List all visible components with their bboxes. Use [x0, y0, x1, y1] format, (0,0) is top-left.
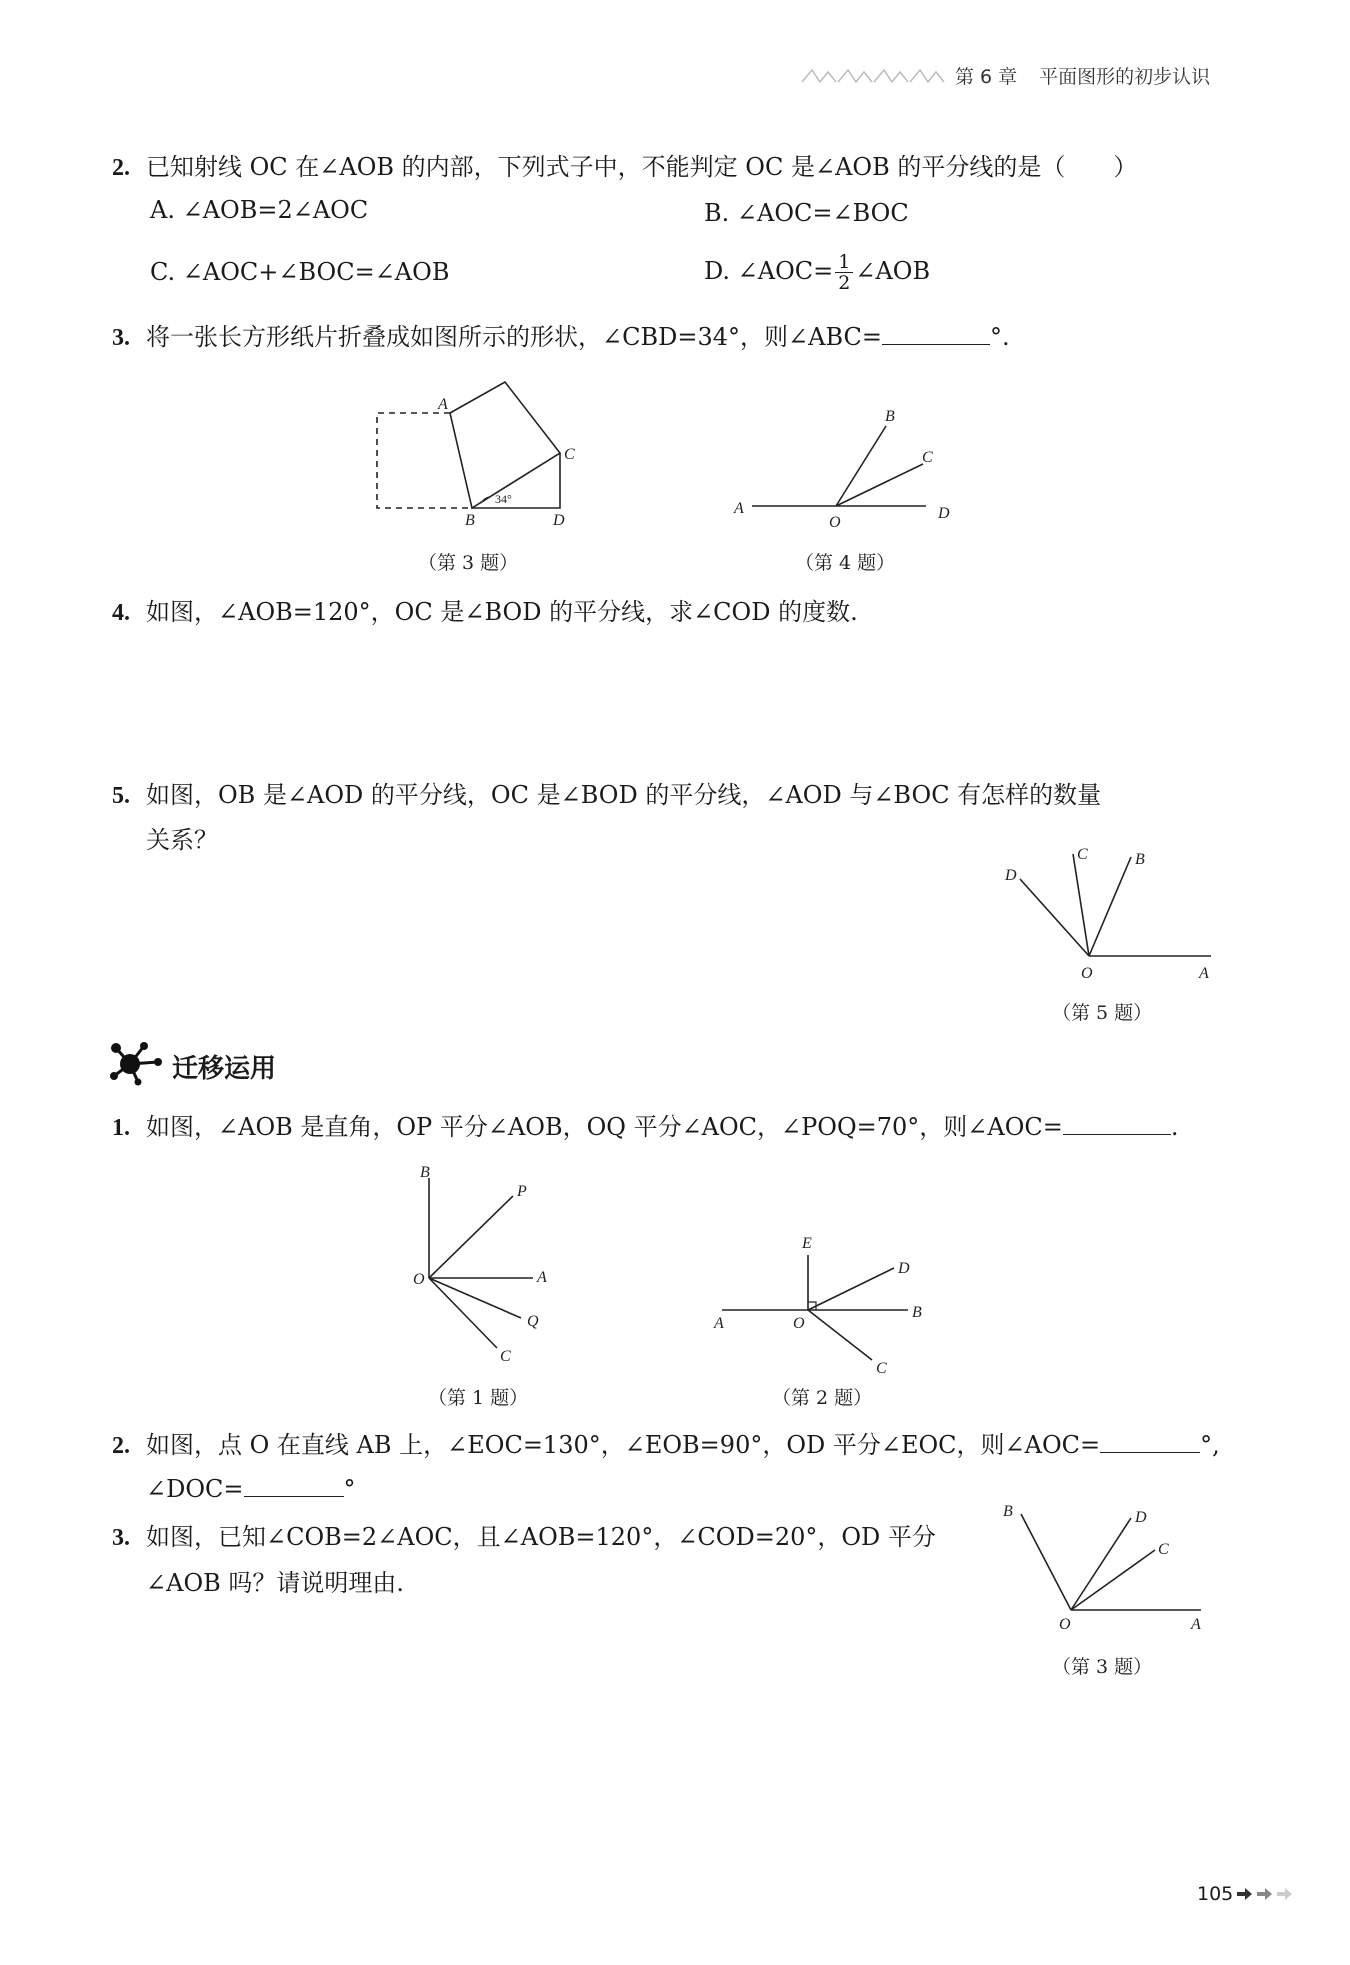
arrow-icon: [1235, 1886, 1297, 1902]
page-number: 105: [1197, 1883, 1234, 1905]
caption-transfer-fig1: （第 1 题）: [428, 1387, 529, 1409]
question-5-line2: 关系？: [146, 826, 218, 854]
svg-text:34°: 34°: [495, 492, 512, 506]
svg-text:A: A: [537, 1269, 547, 1286]
question-5: 5. 如图，OB 是∠AOD 的平分线，OC 是∠BOD 的平分线，∠AOD 与∠BOC 有怎样的数量: [112, 781, 1102, 809]
svg-text:A: A: [734, 500, 744, 517]
section-title: 迁移运用: [172, 1054, 277, 1084]
fraction-one-half: $\frac{1}{2}$: [835, 252, 853, 293]
svg-text:D: D: [938, 505, 950, 522]
svg-text:C: C: [876, 1360, 887, 1375]
chapter-number: 第 6 章: [955, 66, 1018, 88]
svg-text:B: B: [420, 1164, 430, 1181]
molecule-icon: [108, 1038, 166, 1086]
svg-text:C: C: [564, 446, 575, 463]
caption-fig5: （第 5 题）: [1052, 1002, 1153, 1024]
svg-text:O: O: [1081, 965, 1093, 982]
chapter-header: [955, 62, 1210, 89]
figure-transfer-q2: [710, 1225, 940, 1375]
caption-fig3: （第 3 题）: [418, 552, 519, 574]
figure-transfer-q1: [405, 1160, 575, 1375]
svg-text:B: B: [1003, 1503, 1013, 1520]
option-c: C. ∠AOC+∠BOC=∠AOB: [150, 258, 450, 286]
chapter-title: 平面图形的初步认识: [1039, 66, 1211, 88]
figure-q3-folded-paper: [365, 375, 585, 525]
svg-text:E: E: [802, 1235, 812, 1252]
caption-fig4: （第 4 题）: [795, 552, 896, 574]
caption-transfer-fig3: （第 3 题）: [1052, 1656, 1153, 1678]
svg-text:O: O: [829, 514, 841, 531]
option-d: D. ∠AOC= $\frac{1}{2}$ ∠AOB: [704, 251, 931, 294]
question-2: 2. 已知射线 OC 在∠AOB 的内部，下列式子中，不能判定 OC 是∠AOB 的平分线的是（ ）: [112, 153, 1138, 181]
svg-text:D: D: [1135, 1509, 1147, 1526]
header-decoration: [800, 66, 945, 86]
option-b: B. ∠AOC=∠BOC: [704, 199, 909, 227]
svg-text:A: A: [714, 1315, 724, 1332]
answer-blank: [1100, 1430, 1200, 1453]
transfer-question-2-line2: ∠DOC= °: [146, 1475, 356, 1503]
svg-text:B: B: [1135, 851, 1145, 868]
answer-blank: [1063, 1112, 1171, 1135]
svg-text:B: B: [885, 408, 895, 425]
answer-blank: [882, 322, 990, 345]
svg-text:Q: Q: [527, 1313, 539, 1330]
svg-text:C: C: [922, 449, 933, 466]
figure-q5-angles: [995, 840, 1230, 985]
figure-transfer-q3: [995, 1498, 1220, 1638]
svg-text:A: A: [438, 396, 448, 413]
transfer-question-3-line2: ∠AOB 吗？请说明理由.: [146, 1569, 405, 1597]
svg-text:D: D: [898, 1260, 910, 1277]
svg-text:C: C: [1158, 1541, 1169, 1558]
figure-q4-angles: [730, 400, 970, 535]
svg-text:D: D: [1005, 867, 1017, 884]
svg-text:A: A: [1199, 965, 1209, 982]
svg-text:C: C: [500, 1348, 511, 1365]
svg-text:O: O: [1059, 1616, 1071, 1633]
svg-text:A: A: [1191, 1616, 1201, 1633]
transfer-question-1: 1. 如图，∠AOB 是直角，OP 平分∠AOB，OQ 平分∠AOC，∠POQ=70°，则∠AOC= .: [112, 1113, 1179, 1141]
question-4: 4. 如图，∠AOB=120°，OC 是∠BOD 的平分线，求∠COD 的度数.: [112, 598, 858, 626]
question-3: 3. 将一张长方形纸片折叠成如图所示的形状，∠CBD=34°，则∠ABC= °.: [112, 323, 1010, 351]
transfer-question-2: 2. 如图，点 O 在直线 AB 上，∠EOC=130°，∠EOB=90°，OD 平分∠EOC，则∠AOC= °,: [112, 1431, 1220, 1459]
caption-transfer-fig2: （第 2 题）: [772, 1387, 873, 1409]
svg-text:B: B: [465, 512, 475, 525]
svg-text:B: B: [912, 1304, 922, 1321]
svg-text:P: P: [517, 1183, 527, 1200]
transfer-question-3: 3. 如图，已知∠COB=2∠AOC，且∠AOB=120°，∠COD=20°，OD 平分: [112, 1523, 936, 1551]
answer-blank: [244, 1474, 344, 1497]
svg-text:O: O: [793, 1315, 805, 1332]
svg-text:D: D: [553, 512, 565, 525]
svg-text:O: O: [413, 1271, 425, 1288]
option-a: A. ∠AOB=2∠AOC: [150, 196, 369, 224]
svg-text:C: C: [1077, 846, 1088, 863]
